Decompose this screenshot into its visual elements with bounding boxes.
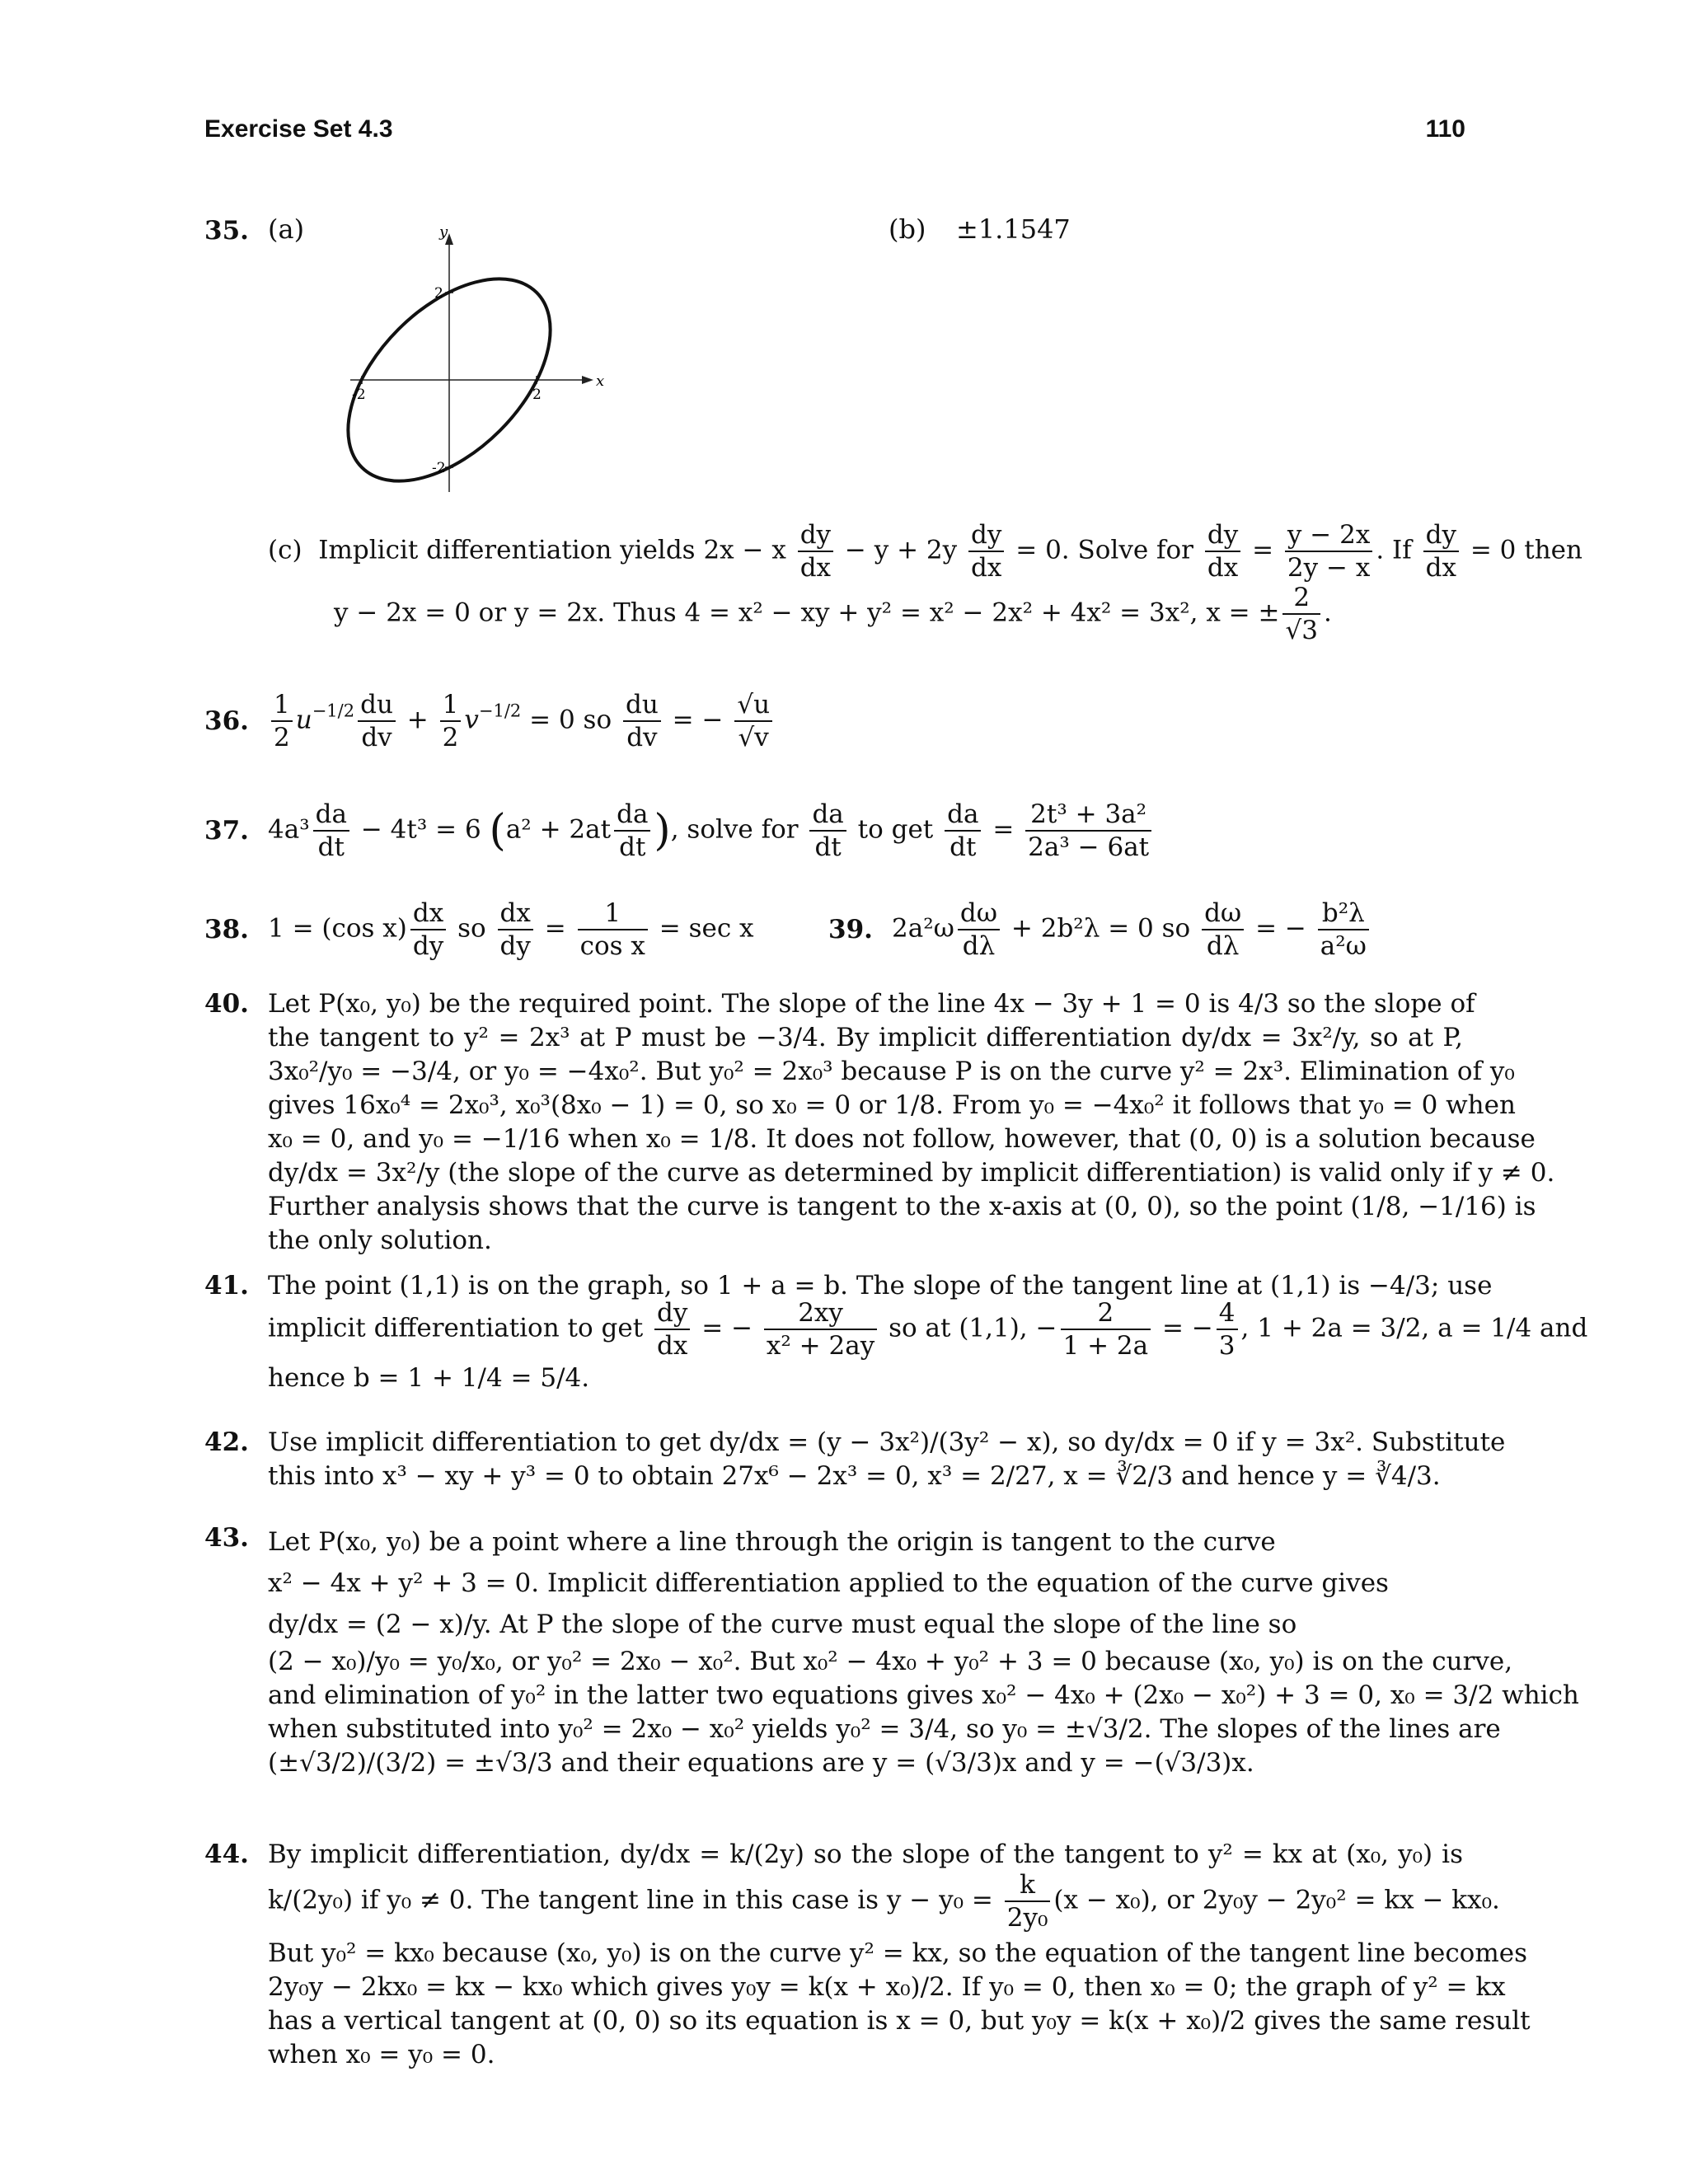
page-number: 110	[1425, 115, 1465, 143]
problem-number: 36.	[204, 706, 249, 736]
p39-equation: 2a²ω $\frac{d\omega}{d\lambda}$ + 2b²λ = 0 so $\frac{d\omega}{d\lambda}$ = − $\frac{\text{b²λ}}{\text{a²ω}}$	[892, 898, 1372, 962]
problem-number: 42.	[204, 1427, 249, 1457]
part-c-line2: y − 2x = 0 or y = 2x. Thus 4 = x² − xy + y² = x² − 2x² + 4x² = 3x², x = ± $\frac{2}{√3}$ .	[334, 583, 1332, 645]
p42-paragraph: Use implicit differentiation to get dy/dx = (y − 3x²)/(3y² − x), so dy/dx = 0 if y = 3x². Substitute this into x³ − xy + y³ = 0 to obtain 27x⁶ − 2x³ = 0, x³ = 2/27, x = ∛2/3 and hence y = ∛4/3.	[268, 1427, 1506, 1491]
p41-line2: implicit differentiation to get $\frac{dy}{dx}$ = − $\frac{2xy}{\text{x² + 2ay}}$ so at (1,1), − $\frac{2}{1 + 2a}$ = − $\frac{4}{3}$ , 1 + 2a = 3/2, a = 1/4 and	[268, 1298, 1588, 1361]
part-c-label: (c)	[268, 535, 302, 565]
c-frac-two-root-three: $\frac{2}{√3}$	[1282, 582, 1320, 646]
c-frac-dydx-4: $\frac{dy}{dx}$	[1423, 519, 1459, 583]
p41-line1: The point (1,1) is on the graph, so 1 + a = b. The slope of the tangent line at (1,1) is −4/3; use	[268, 1271, 1493, 1301]
part-a-label: (a)	[268, 213, 305, 245]
x-axis-arrow	[582, 376, 593, 384]
ellipse-curve	[334, 241, 588, 499]
page-header	[204, 115, 1465, 148]
p37-equation: 4a³ $\frac{da}{dt}$ − 4t³ = 6 (a² + 2at $\frac{da}{dt}$ ), solve for $\frac{da}{dt}$ to get $\frac{da}{dt}$ = $\frac{\text{2t³ + 3a²}}{\text{2a³ − 6at}}$	[268, 799, 1155, 863]
problem-number: 38.	[204, 915, 249, 944]
p43-paragraph-bottom: (2 − x₀)/y₀ = y₀/x₀, or y₀² = 2x₀ − x₀². But x₀² − 4x₀ + y₀² + 3 = 0 because (x₀, y₀) is on the curve, and elimination of y₀² in the latter two equations gives x₀² − 4x₀ + (2x₀ − x₀²) + 3 = 0, x₀ = 3/2 which when substituted into y₀² = 2x₀ − x₀² yields y₀² = 3/4, so y₀ = ±√3/2. The slopes of the lines are (±√3/2)/(3/2) = ±√3/3 and their equations are y = (√3/3)x and y = −(√3/3)x.	[268, 1647, 1579, 1778]
c-text-b: − y + 2y	[844, 535, 958, 565]
problem-number: 39.	[828, 915, 873, 944]
ellipse-graph	[334, 227, 614, 499]
tick-label-x-neg: -2	[352, 387, 366, 403]
problem-number: 37.	[204, 816, 249, 846]
part-b-label: (b)	[889, 213, 926, 245]
c-text-c: = 0. Solve for	[1015, 535, 1193, 565]
p38-equation: 1 = (cos x) $\frac{dx}{dy}$ so $\frac{dx}{dy}$ = $\frac{1}{\text{cos x}}$ = sec x	[268, 898, 754, 961]
c-frac-result: $\frac{y - 2x}{2y - x}$	[1285, 519, 1372, 583]
problem-number: 35.	[204, 216, 249, 246]
p41-line3: hence b = 1 + 1/4 = 5/4.	[268, 1363, 590, 1393]
c-frac-dydx-1: $\frac{dy}{dx}$	[798, 519, 833, 583]
c-frac-dydx-3: $\frac{dy}{dx}$	[1205, 519, 1240, 583]
p40-paragraph: Let P(x₀, y₀) be the required point. The slope of the line 4x − 3y + 1 = 0 is 4/3 so the slope of the tangent to y² = 2x³ at P must be −3/4. By implicit differentiation dy/dx = 3x²/y, so at P, 3x₀²/y₀ = −3/4, or y₀ = −4x₀². But y₀² = 2x₀³ because P is on the curve y² = 2x³. Elimination of y₀ gives 16x₀⁴ = 2x₀³, x₀³(8x₀ − 1) = 0, so x₀ = 0 or 1/8. From y₀ = −4x₀² it follows that y₀ = 0 when x₀ = 0, and y₀ = −1/16 when x₀ = 1/8. It does not follow, however, that (0, 0) is a solution because dy/dx = 3x²/y (the slope of the curve as determined by implicit differentiation) is valid only if y ≠ 0. Further analysis shows that the curve is tangent to the x-axis at (0, 0), so the point (1/8, −1/16) is the only solution.	[268, 989, 1555, 1255]
p43-paragraph-top: Let P(x₀, y₀) be a point where a line through the origin is tangent to the curve x² − 4x + y² + 3 = 0. Implicit differentiation applied to the equation of the curve gives dy/dx = (2 − x)/y. At P the slope of the curve must equal the slope of the line so	[268, 1527, 1389, 1639]
problem-number: 40.	[204, 989, 249, 1019]
part-c-line1: (c) Implicit differentiation yields 2x − x $\frac{dy}{dx}$ − y + 2y $\frac{dy}{dx}$ = 0. Solve for $\frac{dy}{dx}$ = $\frac{y - 2x}{2y - x}$ . If $\frac{dy}{dx}$ = 0 then	[268, 520, 1582, 583]
problem-number: 43.	[204, 1523, 249, 1553]
p44-line1: By implicit differentiation, dy/dx = k/(2y) so the slope of the tangent to y² = kx at (x₀, y₀) is	[268, 1840, 1463, 1869]
section-title: Exercise Set 4.3	[204, 115, 393, 143]
tick-label-y-pos: 2	[434, 285, 443, 302]
tick-label-y-neg: -2	[432, 460, 446, 476]
y-axis-label: y	[439, 227, 448, 241]
p44-line2: k/(2y₀) if y₀ ≠ 0. The tangent line in this case is y − y₀ = $\frac{k}{\text{2y₀}}$ (x − x₀), or 2y₀y − 2y₀² = kx − kx₀.	[268, 1870, 1500, 1933]
tick-label-x-pos: 2	[532, 387, 542, 403]
x-axis-label: x	[596, 373, 605, 390]
c-text-a: Implicit differentiation yields 2x − x	[318, 535, 786, 565]
problem-number: 44.	[204, 1840, 249, 1869]
part-b-value: ±1.1547	[956, 213, 1071, 245]
c-frac-dydx-2: $\frac{dy}{dx}$	[968, 519, 1004, 583]
p44-paragraph: But y₀² = kx₀ because (x₀, y₀) is on the curve y² = kx, so the equation of the tangent line becomes 2y₀y − 2kx₀ = kx − kx₀ which gives y₀y = k(x + x₀)/2. If y₀ = 0, then x₀ = 0; the graph of y² = kx has a vertical tangent at (0, 0) so its equation is x = 0, but y₀y = k(x + x₀)/2 gives the same result when x₀ = y₀ = 0.	[268, 1938, 1531, 2069]
p36-equation: $\frac{1}{2}$ $u^{-1/2}$ $\frac{du}{dv}$ + $\frac{1}{2}$ $v^{-1/2} = 0$ so $\frac{du}{dv}$ = − $\frac{√u}{√v}$	[268, 689, 776, 753]
problem-number: 41.	[204, 1271, 249, 1301]
